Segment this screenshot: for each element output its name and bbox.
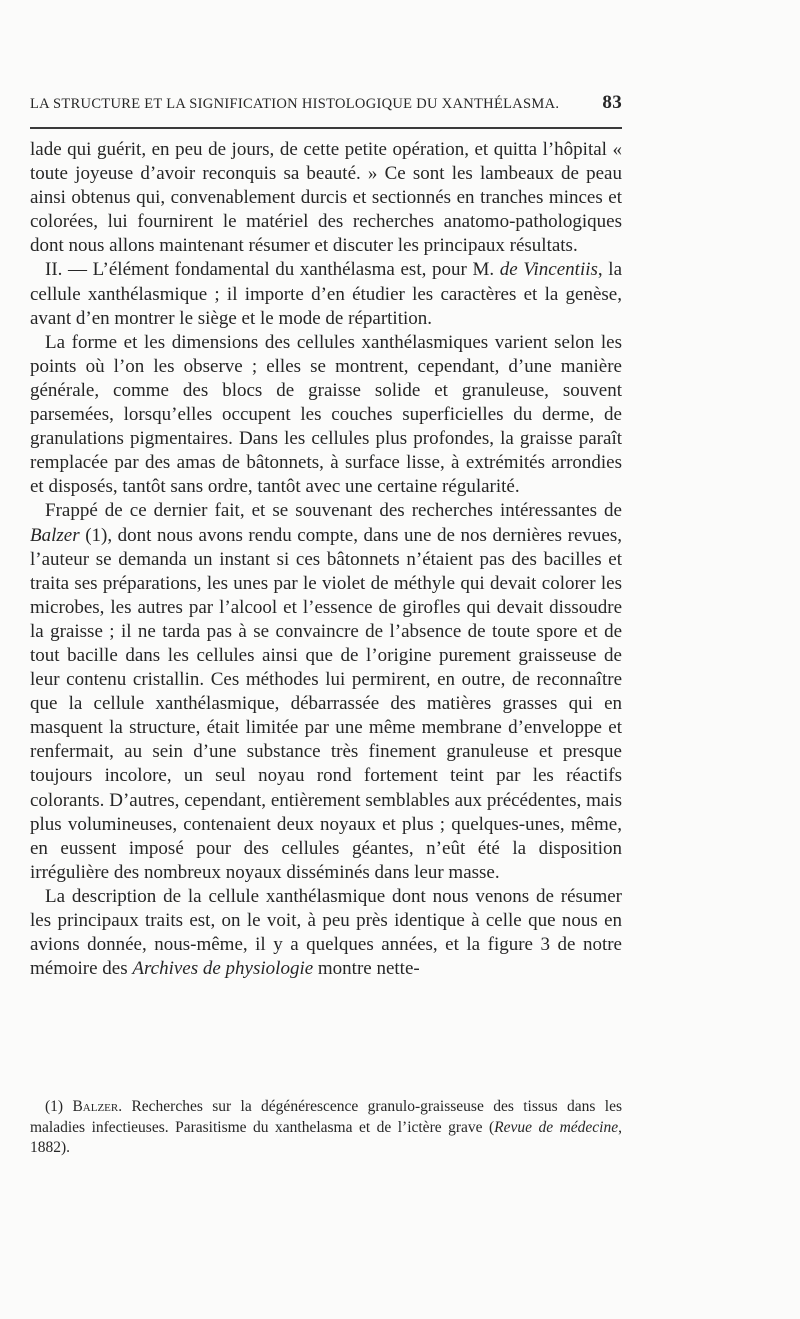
paragraph (30, 885, 622, 981)
text-run: La forme et les dimensions des cellules xanthélasmiques varient selon les points où l’on les observe ; elles se montrent, cependant, d’une manière générale, comme des blocs de graisse solide et granuleuse, souvent parsemées, lorsqu’elles occupent les couches superficielles du derme, de granulations pigmentaires. Dans les cellules plus profondes, la graisse paraît remplacée par des amas de bâtonnets, à surface lisse, à extrémités arrondies et disposés, tantôt sans ordre, tantôt avec une certaine régularité. (30, 331, 622, 498)
italic-text: de Vincentiis (499, 259, 598, 281)
running-header (30, 94, 622, 118)
text-run: . Recherches sur la dégénérescence granulo-graisseuse des tissus dans les maladies infectieuses. Parasitisme du xanthelasma et de l’ictère grave ( (30, 1098, 622, 1136)
italic-text: Archives de physiologie (132, 958, 314, 980)
paragraph (30, 499, 622, 885)
header-rule (30, 127, 622, 129)
running-title: LA STRUCTURE ET LA SIGNIFICATION HISTOLOGIQUE DU XANTHÉLASMA. (30, 96, 560, 112)
text-run: , 1882). (30, 1118, 622, 1156)
footnote (30, 1097, 622, 1159)
text-run: II. — L’élément fondamental du xanthélasma est, pour M. (45, 259, 500, 281)
text-run: , la cellule xanthélasmique ; il importe d’en étudier les caractères et la genèse, avant d’en montrer le siège et le mode de répartition. (30, 259, 623, 329)
text-run: (1), dont nous avons rendu compte, dans une de nos dernières revues, l’auteur se demanda un instant si ces bâtonnets n’étaient pas des bacilles et traita ses préparations, les unes par le violet de méthyle qui devait colorer les microbes, les autres par l’alcool et l’essence de girofles qui devait dissoudre la graisse ; il ne tarda pas à se convaincre de l’absence de toute spore et de tout bacille dans les cellules ainsi que de l’origine purement graisseuse de leur contenu cristallin. Ces méthodes lui permirent, en outre, de reconnaître que la cellule xanthélasmique, débarrassée des matières grasses qui en masquent la structure, était limitée par une même membrane d’enveloppe et renfermait, au sein d’une substance très finement granuleuse et presque toujours incolore, un seul noyau rond fortement teint par les réactifs colorants. D’autres, cependant, entièrement semblables aux précédentes, mais plus volumineuses, contenaient deux noyaux et plus ; quelques-unes, même, en eussent imposé pour des cellules géantes, n’eût été la disposition irrégulière des nombreux noyaux disséminés dans leur masse. (30, 524, 622, 883)
paragraph (30, 138, 622, 258)
text-run: montre nette- (313, 958, 420, 980)
body-text (30, 138, 622, 981)
italic-text: Balzer (30, 524, 80, 546)
page-number: 83 (602, 92, 622, 113)
paragraph (30, 258, 622, 330)
text-run: lade qui guérit, en peu de jours, de cette petite opération, et quitta l’hôpital « toute joyeuse d’avoir reconquis sa beauté. » Ce sont les lambeaux de peau ainsi obtenus qui, convenablement durcis et sectionnés en tranches minces et colorées, lui fournirent le matériel des recherches anatomo-pathologiques dont nous allons maintenant résumer et discuter les principaux résultats. (30, 139, 622, 257)
footnotes (30, 1097, 622, 1159)
text-run: Frappé de ce dernier fait, et se souvenant des recherches intéressantes de (45, 500, 622, 522)
italic-text: Revue de médecine (494, 1118, 619, 1136)
text-run: La description de la cellule xanthélasmique dont nous venons de résumer les principaux traits est, on le voit, à peu près identique à celle que nous en avions donnée, nous-même, il y a quelques années, et la figure 3 de notre mémoire des (30, 885, 622, 980)
author-name: Balzer (72, 1098, 119, 1115)
paragraph (30, 331, 622, 500)
text-run: (1) (45, 1098, 73, 1115)
